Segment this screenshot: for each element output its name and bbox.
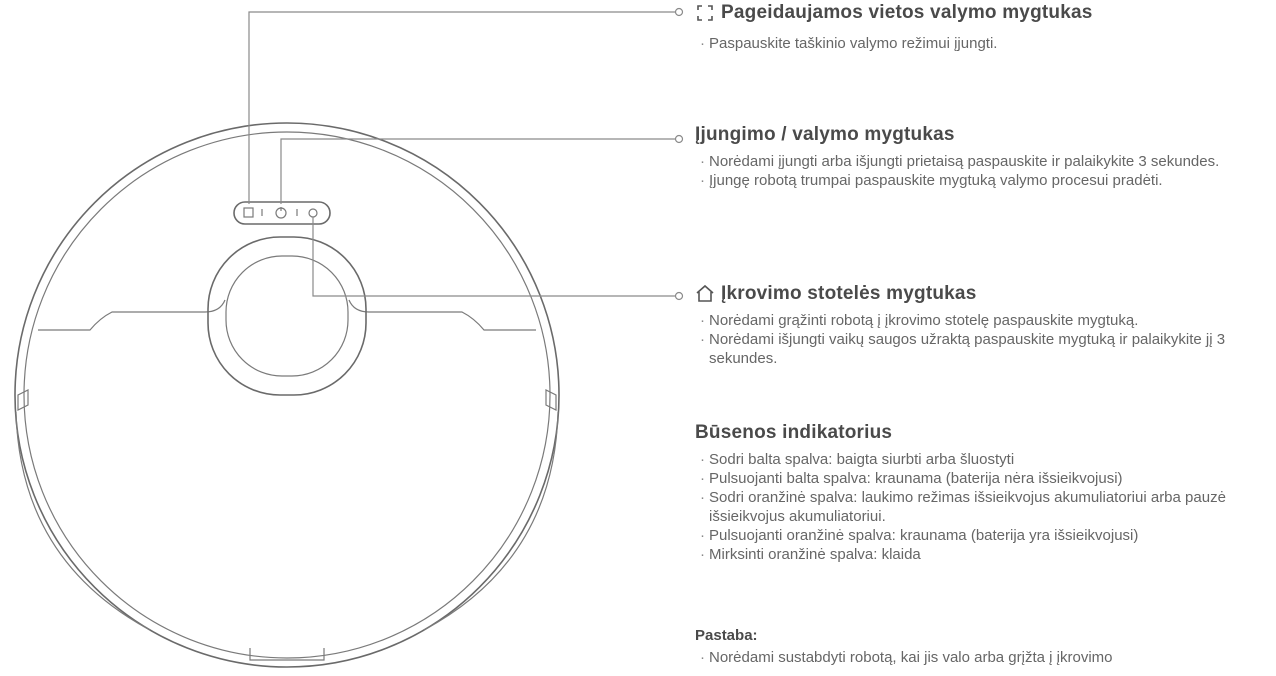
status-heading xyxy=(695,422,1275,444)
list-item: · Pulsuojanti balta spalva: kraunama (baterija nėra išsieikvojusi) xyxy=(700,470,1123,487)
list-item: · Sodri oranžinė spalva: laukimo režimas išsieikvojus akumuliatoriui arba pauzė išsieikvojus akumuliatoriui. xyxy=(700,489,1226,525)
list-item: · Paspauskite taškinio valymo režimui įjungti. xyxy=(700,35,998,52)
spot-clean-icon xyxy=(695,3,717,23)
dock-title: Įkrovimo stotelės mygtukas xyxy=(721,283,977,304)
note-title: Pastaba: xyxy=(695,627,758,644)
dock-list xyxy=(695,311,1275,368)
dock-button[interactable] xyxy=(309,209,317,217)
power-title: Įjungimo / valymo mygtukas xyxy=(695,124,955,145)
spot-clean-button[interactable] xyxy=(244,208,253,217)
list-item: · Pulsuojanti oranžinė spalva: kraunama (baterija yra išsieikvojusi) xyxy=(700,527,1139,544)
power-heading xyxy=(695,124,1275,146)
power-section xyxy=(695,124,1275,190)
dock-section xyxy=(695,283,1275,368)
list-item: · Sodri balta spalva: baigta siurbti arba šluostyti xyxy=(700,451,1015,468)
list-item: · Norėdami įjungti arba išjungti prietaisą paspauskite ir palaikykite 3 sekundes. xyxy=(700,153,1220,170)
power-list xyxy=(695,152,1275,190)
status-list xyxy=(695,450,1275,564)
status-section xyxy=(695,422,1275,564)
list-item: · Norėdami grąžinti robotą į įkrovimo stotelę paspauskite mygtuką. xyxy=(700,312,1139,329)
list-item: · Norėdami išjungti vaikų saugos užraktą paspauskite mygtuką ir palaikykite jį 3 sekundes. xyxy=(700,331,1226,367)
dock-heading xyxy=(695,283,1275,305)
status-title: Būsenos indikatorius xyxy=(695,422,893,443)
home-icon xyxy=(695,284,717,304)
spot-clean-title: Pageidaujamos vietos valymo mygtukas xyxy=(721,2,1093,23)
note-list xyxy=(695,648,1275,667)
list-item: · Norėdami sustabdyti robotą, kai jis valo arba grįžta į įkrovimo xyxy=(700,649,1113,666)
spot-clean-section xyxy=(695,2,1275,53)
spot-clean-heading xyxy=(695,2,1275,24)
button-panel xyxy=(234,202,330,224)
list-item: · Įjungę robotą trumpai paspauskite mygtuką valymo procesui pradėti. xyxy=(700,172,1163,189)
lidar-turret xyxy=(208,237,366,395)
spot-clean-list xyxy=(695,34,1275,53)
callout-leaders xyxy=(249,9,683,300)
note-section xyxy=(695,627,1275,667)
list-item: · Mirksinti oranžinė spalva: klaida xyxy=(700,546,921,563)
